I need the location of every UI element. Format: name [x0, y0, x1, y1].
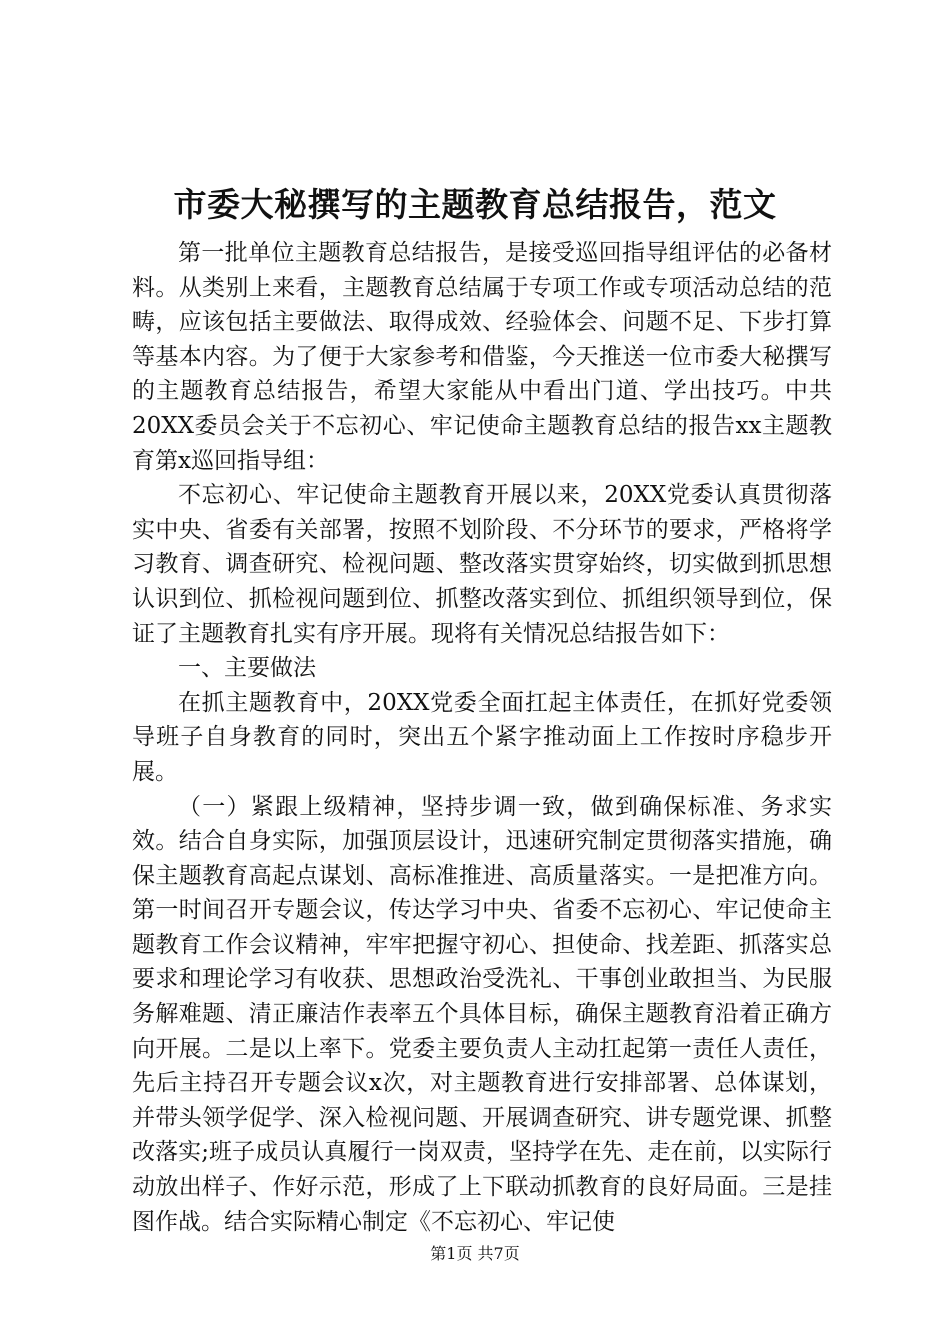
page-number: 第1页	[430, 1244, 473, 1263]
page-footer	[0, 1243, 950, 1265]
paragraph-intro: 第一批单位主题教育总结报告，是接受巡回指导组评估的必备材料。从类别上来看，主题教育总结属于专项工作或专项活动总结的范畴，应该包括主要做法、取得成效、经验体会、问题不足、下步打算等基本内容。为了便于大家参考和借鉴，今天推送一位市委大秘撰写的主题教育总结报告，希望大家能从中看出门道、学出技巧。中共20XX委员会关于不忘初心、牢记使命主题教育总结的报告xx主题教育第x巡回指导组：	[132, 240, 832, 474]
document-title: 市委大秘撰写的主题教育总结报告，范文	[173, 185, 777, 224]
paragraph-overview: 不忘初心、牢记使命主题教育开展以来，20XX党委认真贯彻落实中央、省委有关部署，按照不划阶段、不分环节的要求，严格将学习教育、调查研究、检视问题、整改落实贯穿始终，切实做到抓思想认识到位、抓检视问题到位、抓整改落实到位、抓组织领导到位，保证了主题教育扎实有序开展。现将有关情况总结报告如下：	[132, 482, 832, 647]
paragraph-subsection-one: （一）紧跟上级精神，坚持步调一致，做到确保标准、务求实效。结合自身实际，加强顶层设计，迅速研究制定贯彻落实措施，确保主题教育高起点谋划、高标准推进、高质量落实。一是把准方向。第一时间召开专题会议，传达学习中央、省委不忘初心、牢记使命主题教育工作会议精神，牢牢把握守初心、担使命、找差距、抓落实总要求和理论学习有收获、思想政治受洗礼、干事创业敢担当、为民服务解难题、清正廉洁作表率五个具体目标，确保主题教育沿着正确方向开展。二是以上率下。党委主要负责人主动扛起第一责任人责任，先后主持召开专题会议x次，对主题教育进行安排部署、总体谋划，并带头领学促学、深入检视问题、开展调查研究、讲专题党课、抓整改落实;班子成员认真履行一岗双责，坚持学在先、走在前，以实际行动放出样子、作好示范，形成了上下联动抓教育的良好局面。三是挂图作战。结合实际精心制定《不忘初心、牢记使	[132, 793, 832, 1235]
page-total: 共7页	[477, 1244, 520, 1263]
document-body	[132, 236, 832, 1239]
section-heading-main-practices: 一、主要做法	[178, 655, 316, 682]
paragraph-main-practices: 在抓主题教育中，20XX党委全面扛起主体责任，在抓好党委领导班子自身教育的同时，突出五个紧字推动面上工作按时序稳步开展。	[132, 689, 832, 785]
